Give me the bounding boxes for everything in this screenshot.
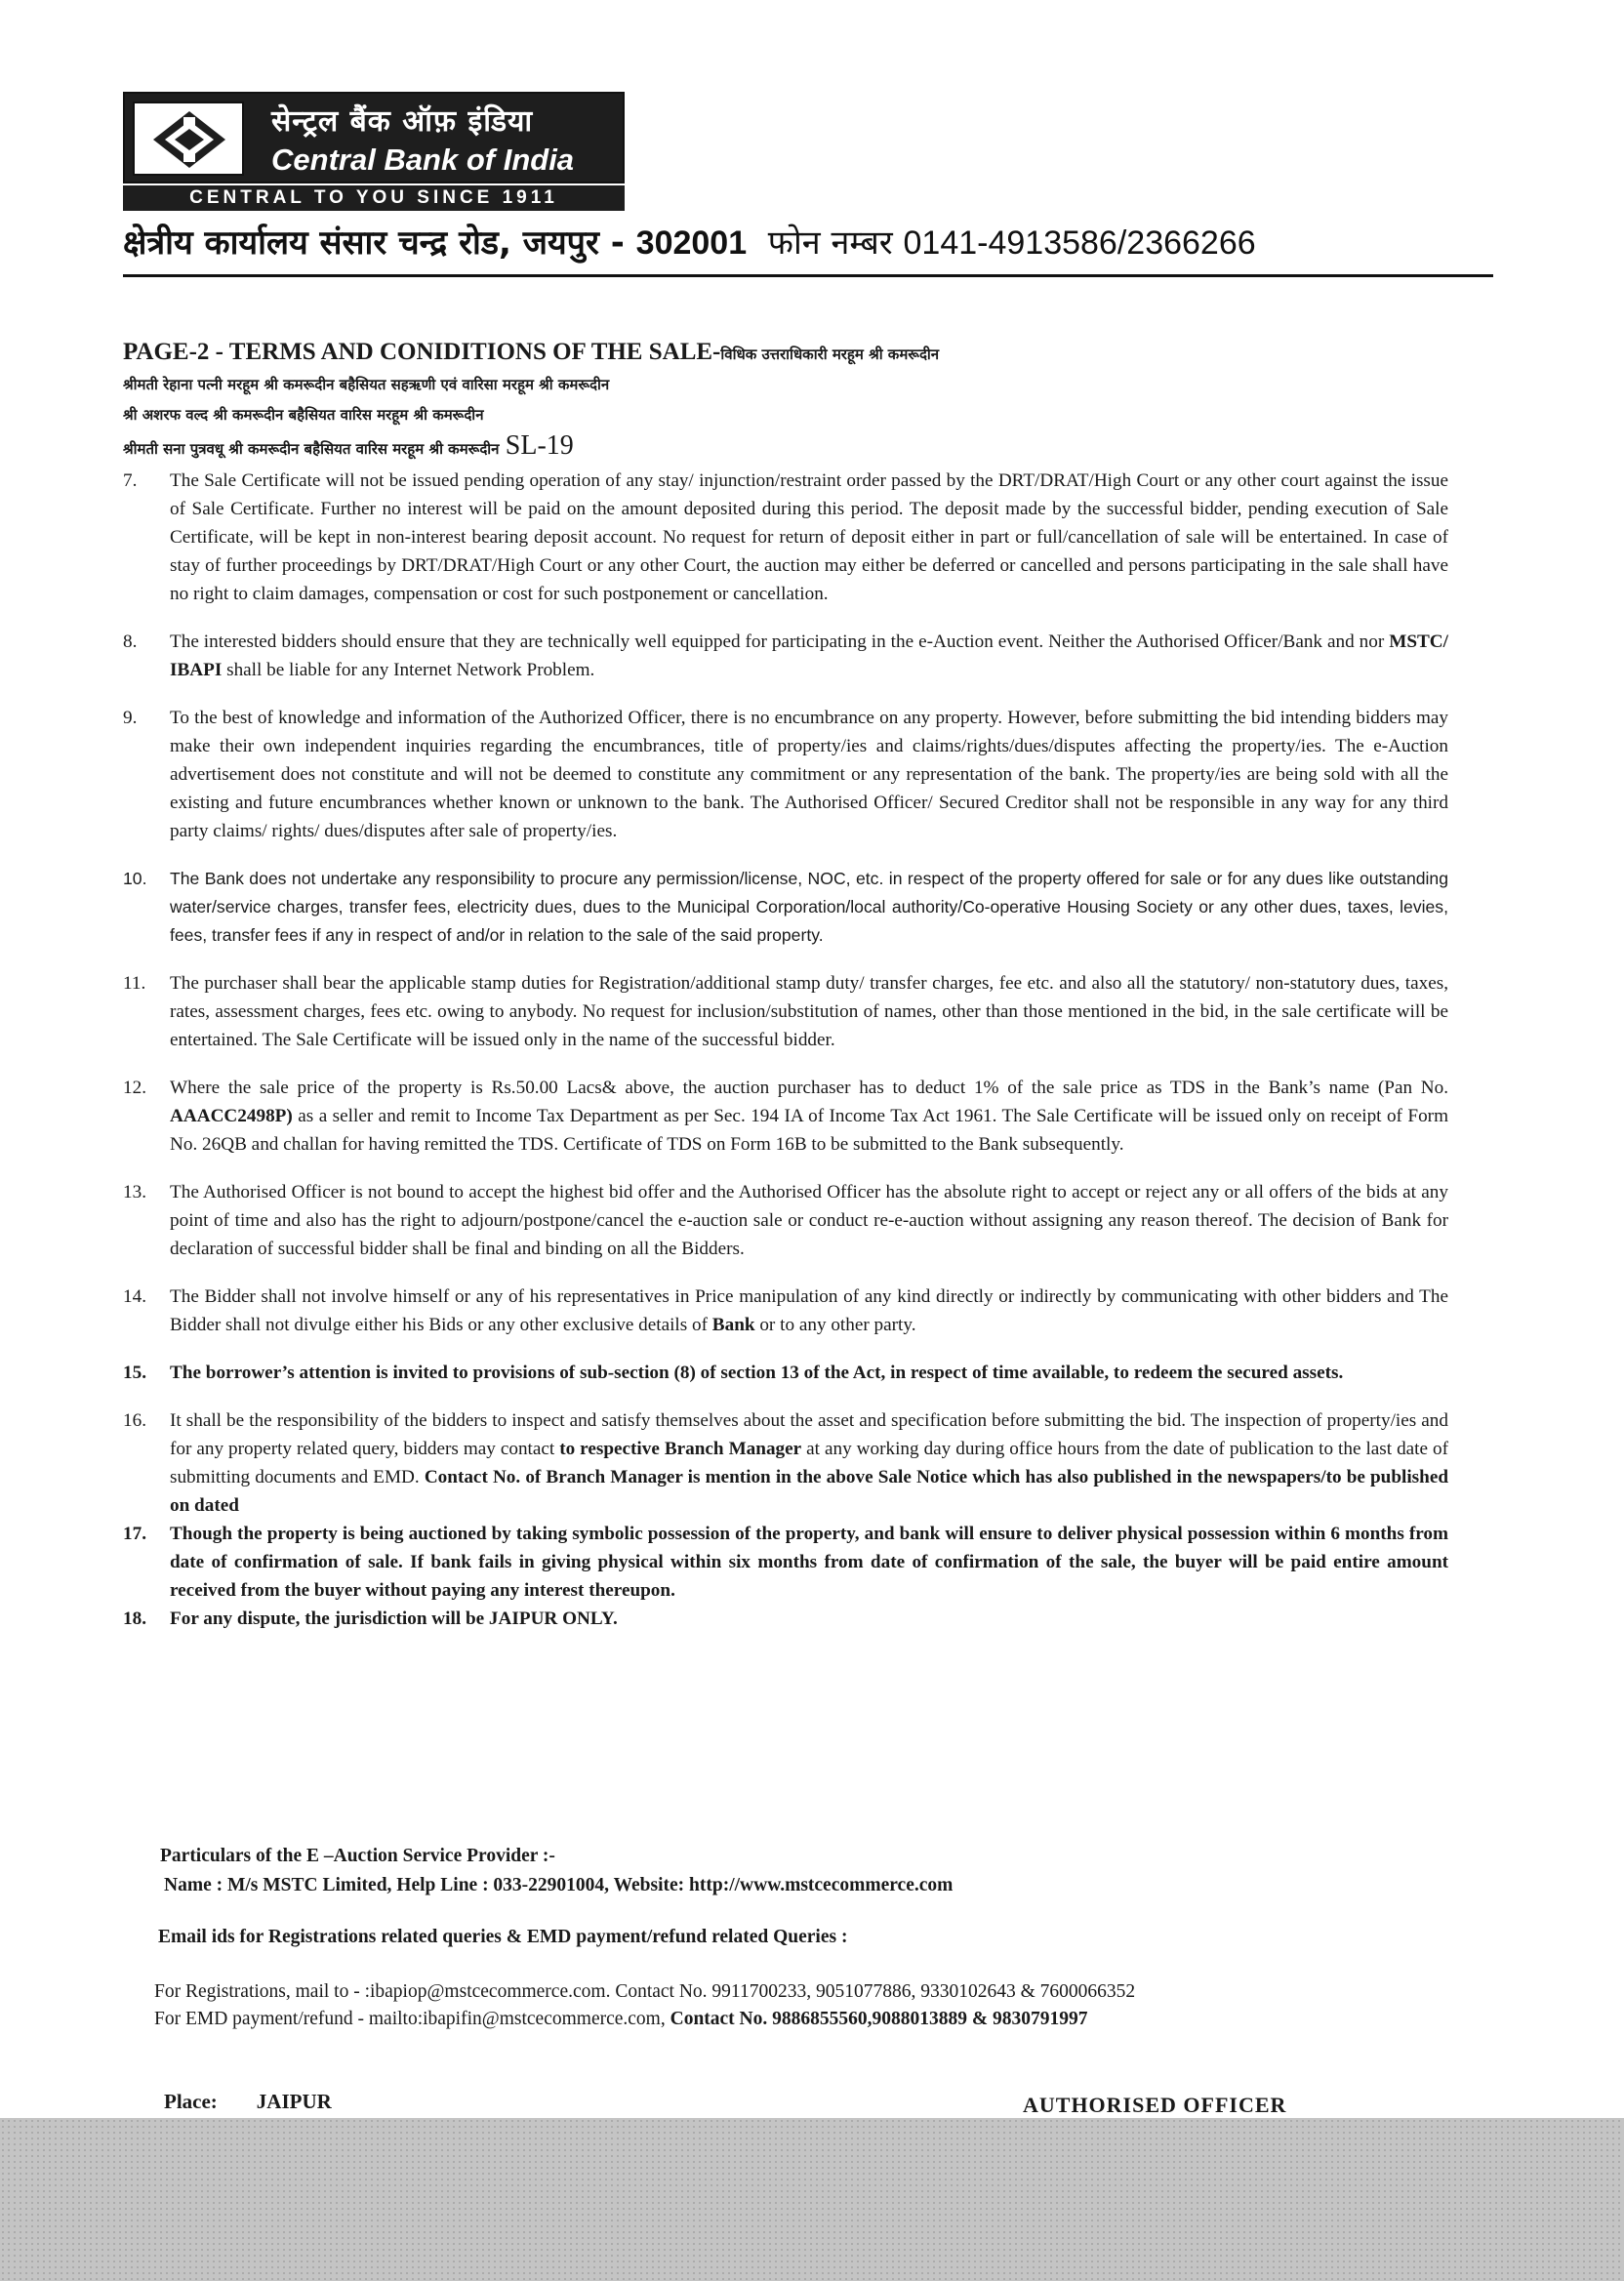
scan-margin (0, 2118, 1624, 2281)
clause-number: 8. (123, 631, 138, 652)
clause-text: The purchaser shall bear the applicable stamp duties for Registration/additional stamp duty/ transfer charges, fee etc. and also all the statutory/ non-statutory dues, taxes, rates, assessment charges, fees etc. owing to anybody. No request for inclusion/substitution of names, other than those mentioned in the bid, in the sale certificate will be entertained. The Sale Certificate will be issued only in the name of the successful bidder. (170, 973, 1448, 1050)
signatory: AUTHORISED OFFICER (1023, 2093, 1287, 2117)
office-address (123, 219, 1256, 264)
clause-text: Though the property is being auctioned by taking symbolic possession of the property, and bank will ensure to deliver physical possession within 6 months from date of confirmation of sale. If bank fails in giving physical within six months from date of confirmation of the sale, the buyer will be paid entire amount received from the buyer without paying any interest thereupon. (170, 1524, 1448, 1601)
clause-11 (123, 969, 1448, 1054)
clause-9 (123, 704, 1448, 845)
clause-text: To the best of knowledge and information of the Authorized Officer, there is no encumbrance on any property. However, before submitting the bid intending bidders may make their own independent inquiries regarding the encumbrances, title of property/ies and claims/rights/dues/disputes affecting the property/ies. The e-Auction advertisement does not constitute and will not be deemed to constitute any commitment or any representation of the bank. The property/ies are being sold with all the existing and future encumbrances whether known or unknown to the bank. The Authorised Officer/ Secured Creditor shall not be responsible in any way for any third party claims/ rights/ dues/disputes after sale of property/ies. (170, 708, 1448, 841)
logo-box (123, 92, 625, 183)
logo-hindi-name: सेन्ट्रल बैंक ऑफ़ इंडिया (271, 104, 534, 139)
emd-contact-numbers: Contact No. 9886855560,9088013889 & 9830791997 (670, 2009, 1088, 2029)
clause-bold-text: MSTC/ IBAPI (170, 631, 1448, 680)
clause-text: The Sale Certificate will not be issued pending operation of any stay/ injunction/restraint order passed by the DRT/DRAT/High Court or any other court against the issue of Sale Certificate. Further no interest will be paid on the amount deposited during this period. The deposit made by the successful bidder, pending execution of Sale Certificate, will be kept in non-interest bearing deposit account. No request for return of deposit either in part or full/cancellation of sale will be entertained. In case of stay of further proceedings by DRT/DRAT/High Court or any other Court, the auction may either be deferred or cancelled and persons participating in the sale shall have no right to claim damages, compensation or cost for such postponement or cancellation. (170, 470, 1448, 604)
place-value: JAIPUR (256, 2090, 332, 2113)
clause-number: 9. (123, 708, 138, 728)
office-phone-label: फोन नम्बर (767, 224, 904, 263)
clause-text: at any working day during office hours from the date of publication to the last date of submitting documents and EMD. (170, 1439, 1448, 1487)
clause-17 (123, 1520, 1448, 1605)
clause-text: The Bank does not undertake any responsibility to procure any permission/license, NOC, etc. in respect of the property offered for sale or for any dues like outstanding water/service charges, transfer fees, electricity dues, dues to the Municipal Corporation/local authority/Co-operative Housing Society or any other dues, taxes, levies, fees, transfer fees if any in respect of and/or in relation to the sale of the said property. (170, 869, 1448, 945)
clause-text: or to any other party. (754, 1315, 916, 1335)
clause-10 (123, 865, 1448, 950)
provider-heading: Particulars of the E –Auction Service Provider :- (160, 1846, 555, 1866)
clause-15 (123, 1359, 1448, 1387)
clause-number: 11. (123, 973, 146, 994)
place (164, 2090, 332, 2114)
clause-bold-text: Bank (711, 1315, 755, 1335)
clause-number: 7. (123, 470, 138, 491)
clause-text: For any dispute, the jurisdiction will be JAIPUR ONLY. (170, 1609, 618, 1629)
clause-text: It shall be the responsibility of the bidders to inspect and satisfy themselves about the asset and specification before submitting the bid. The inspection of property/ies and for any property related query, bidders may contact (170, 1410, 1448, 1459)
header-divider (123, 274, 1493, 277)
reference-number: SL-19 (505, 430, 574, 461)
place-label: Place: (164, 2090, 218, 2113)
title-line2: श्रीमती रेहाना पत्नी मरहूम श्री कमरूदीन बहैसियत सहऋणी एवं वारिसा मरहूम श्री कमरूदीन (123, 376, 610, 393)
bank-emblem-icon (133, 102, 244, 176)
clause-14 (123, 1283, 1448, 1339)
logo-tagline: CENTRAL TO YOU SINCE 1911 (123, 185, 625, 211)
clause-18 (123, 1605, 1448, 1633)
clause-7 (123, 467, 1448, 608)
emd-contact-email: For EMD payment/refund - mailto:ibapifin@mstcecommerce.com, (154, 2009, 670, 2029)
clause-16 (123, 1406, 1448, 1520)
clause-text: The Authorised Officer is not bound to accept the highest bid offer and the Authorised Officer has the absolute right to accept or reject any or all offers of the bids at any point of time and also has the right to adjourn/postpone/cancel the e-auction sale or conduct re-e-auction without assigning any reason thereof. The decision of Bank for declaration of successful bidder shall be final and binding on all the Bidders. (170, 1182, 1448, 1259)
clause-number: 12. (123, 1078, 146, 1098)
title-line4: श्रीमती सना पुत्रवधू श्री कमरूदीन बहैसियत वारिस मरहूम श्री कमरूदीन (123, 440, 500, 458)
page-title (123, 337, 1509, 465)
title-line3: श्री अशरफ वल्द श्री कमरूदीन बहैसियत वारिस मरहूम श्री कमरूदीन (123, 406, 484, 424)
clause-13 (123, 1178, 1448, 1263)
clause-text: The Bidder shall not involve himself or any of his representatives in Price manipulation of any kind directly or indirectly by communicating with other bidders and The Bidder shall not divulge either his Bids or any other exclusive details of (170, 1286, 1448, 1335)
clause-text: as a seller and remit to Income Tax Department as per Sec. 194 IA of Income Tax Act 1961. The Sale Certificate will be issued only on receipt of Form No. 26QB and challan for having remitted the TDS. Certificate of TDS on Form 16B to be submitted to the Bank subsequently. (170, 1106, 1448, 1155)
clause-text: The borrower’s attention is invited to provisions of sub-section (8) of section 13 of the Act, in respect of time available, to redeem the secured assets. (170, 1363, 1344, 1383)
provider-details: Name : M/s MSTC Limited, Help Line : 033-22901004, Website: http://www.mstcecommerce.com (164, 1875, 954, 1895)
clause-number: 14. (123, 1286, 146, 1307)
office-pin: 302001 (635, 224, 748, 262)
clause-8 (123, 628, 1448, 684)
clause-number: 10. (123, 869, 147, 888)
title-line1: विधिक उत्तराधिकारी मरहूम श्री कमरूदीन (720, 346, 940, 363)
clause-number: 13. (123, 1182, 146, 1202)
registration-contact: For Registrations, mail to - :ibapiop@mstcecommerce.com. Contact No. 9911700233, 9051077886, 9330102643 & 7600066352 (154, 1981, 1136, 2002)
bank-logo (123, 92, 625, 213)
clause-bold-text: AAACC2498P) (170, 1106, 293, 1126)
service-provider (160, 1842, 953, 1900)
clause-text: The interested bidders should ensure that they are technically well equipped for participating in the e-Auction event. Neither the Authorised Officer/Bank and nor (170, 631, 1390, 652)
office-phone: 0141-4913586/2366266 (903, 224, 1256, 262)
office-address-text: क्षेत्रीय कार्यालय संसार चन्द्र रोड, जयपुर - (123, 224, 636, 263)
contact-details (154, 1978, 1135, 2033)
clause-text: Where the sale price of the property is Rs.50.00 Lacs& above, the auction purchaser has to deduct 1% of the sale price as TDS in the Bank’s name (Pan No. (170, 1078, 1448, 1098)
clause-number: 15. (123, 1363, 146, 1383)
clause-number: 17. (123, 1524, 146, 1544)
terms-list (123, 467, 1448, 1633)
clause-bold-text: Contact No. of Branch Manager is mention in the above Sale Notice which has also published in the newspapers/to be published on dated (170, 1467, 1449, 1516)
clause-bold-text: to respective Branch Manager (559, 1439, 802, 1459)
clause-number: 18. (123, 1609, 146, 1629)
email-heading: Email ids for Registrations related queries & EMD payment/refund related Queries : (158, 1927, 848, 1947)
logo-english-name: Central Bank of India (271, 143, 575, 177)
terms-heading: PAGE-2 - TERMS AND CONIDITIONS OF THE SALE- (123, 339, 721, 365)
clause-12 (123, 1074, 1448, 1159)
clause-number: 16. (123, 1410, 146, 1431)
clause-text: shall be liable for any Internet Network Problem. (222, 660, 595, 680)
